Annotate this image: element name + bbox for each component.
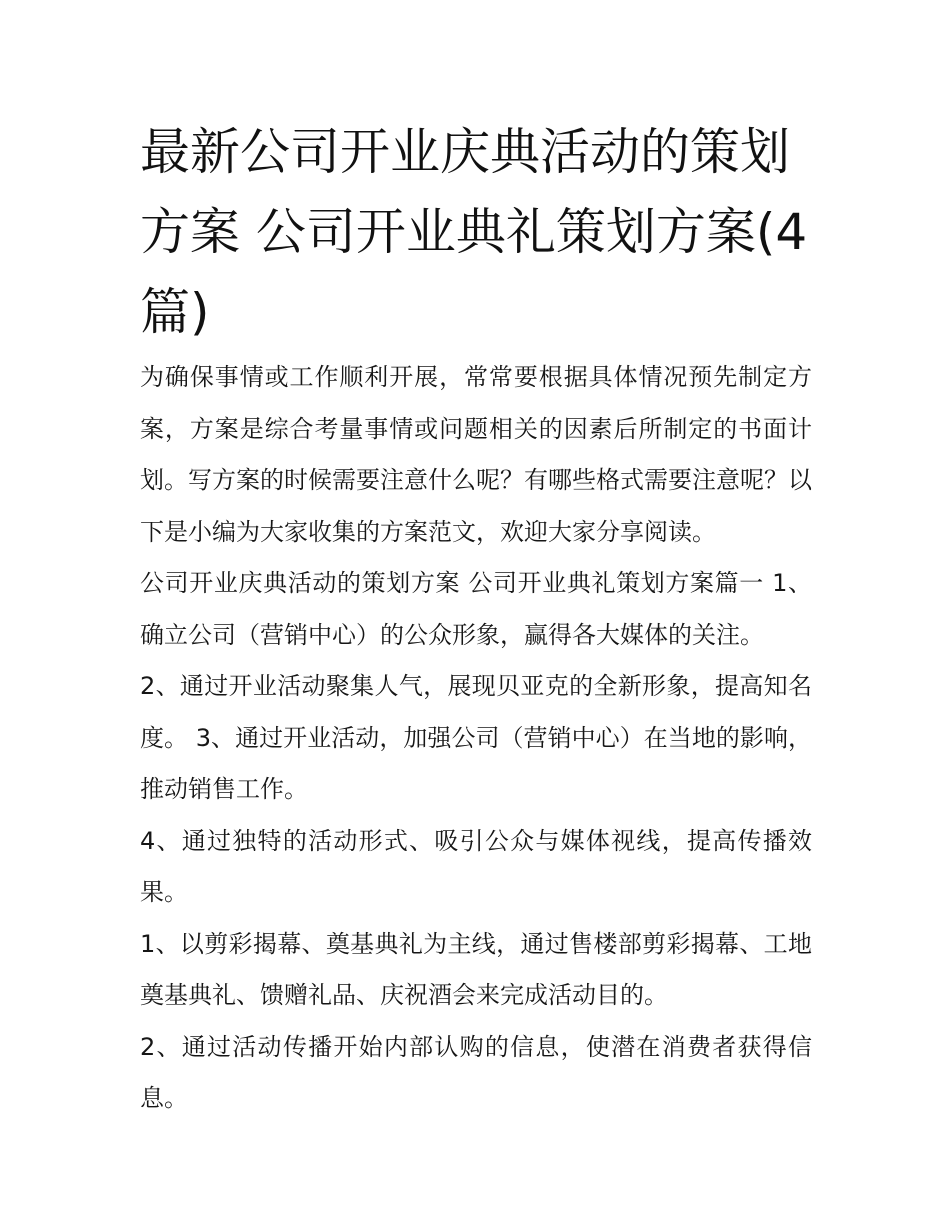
- document-body: [140, 352, 812, 1125]
- paragraph-section-one-goal-1: 公司开业庆典活动的策划方案 公司开业典礼策划方案篇一 1、确立公司（营销中心）的公众形象，赢得各大媒体的关注。: [140, 569, 812, 649]
- paragraph-activity-2: 2、通过活动传播开始内部认购的信息，使潜在消费者获得信息。: [140, 1032, 812, 1112]
- paragraph-activity-1: 1、以剪彩揭幕、奠基典礼为主线，通过售楼部剪彩揭幕、工地奠基典礼、馈赠礼品、庆祝酒会来完成活动目的。: [140, 929, 812, 1009]
- paragraph-goals-2-3: 2、通过开业活动聚集人气，展现贝亚克的全新形象，提高知名度。 3、通过开业活动，加强公司（营销中心）在当地的影响，推动销售工作。: [140, 672, 812, 803]
- paragraph-goal-4: 4、通过独特的活动形式、吸引公众与媒体视线，提高传播效果。: [140, 826, 812, 906]
- document-title: 最新公司开业庆典活动的策划方案 公司开业典礼策划方案(4篇): [140, 123, 808, 341]
- paragraph-intro: 为确保事情或工作顺利开展，常常要根据具体情况预先制定方案，方案是综合考量事情或问题相关的因素后所制定的书面计划。写方案的时候需要注意什么呢？有哪些格式需要注意呢？以下是小编为大家收集的方案范文，欢迎大家分享阅读。: [140, 363, 812, 546]
